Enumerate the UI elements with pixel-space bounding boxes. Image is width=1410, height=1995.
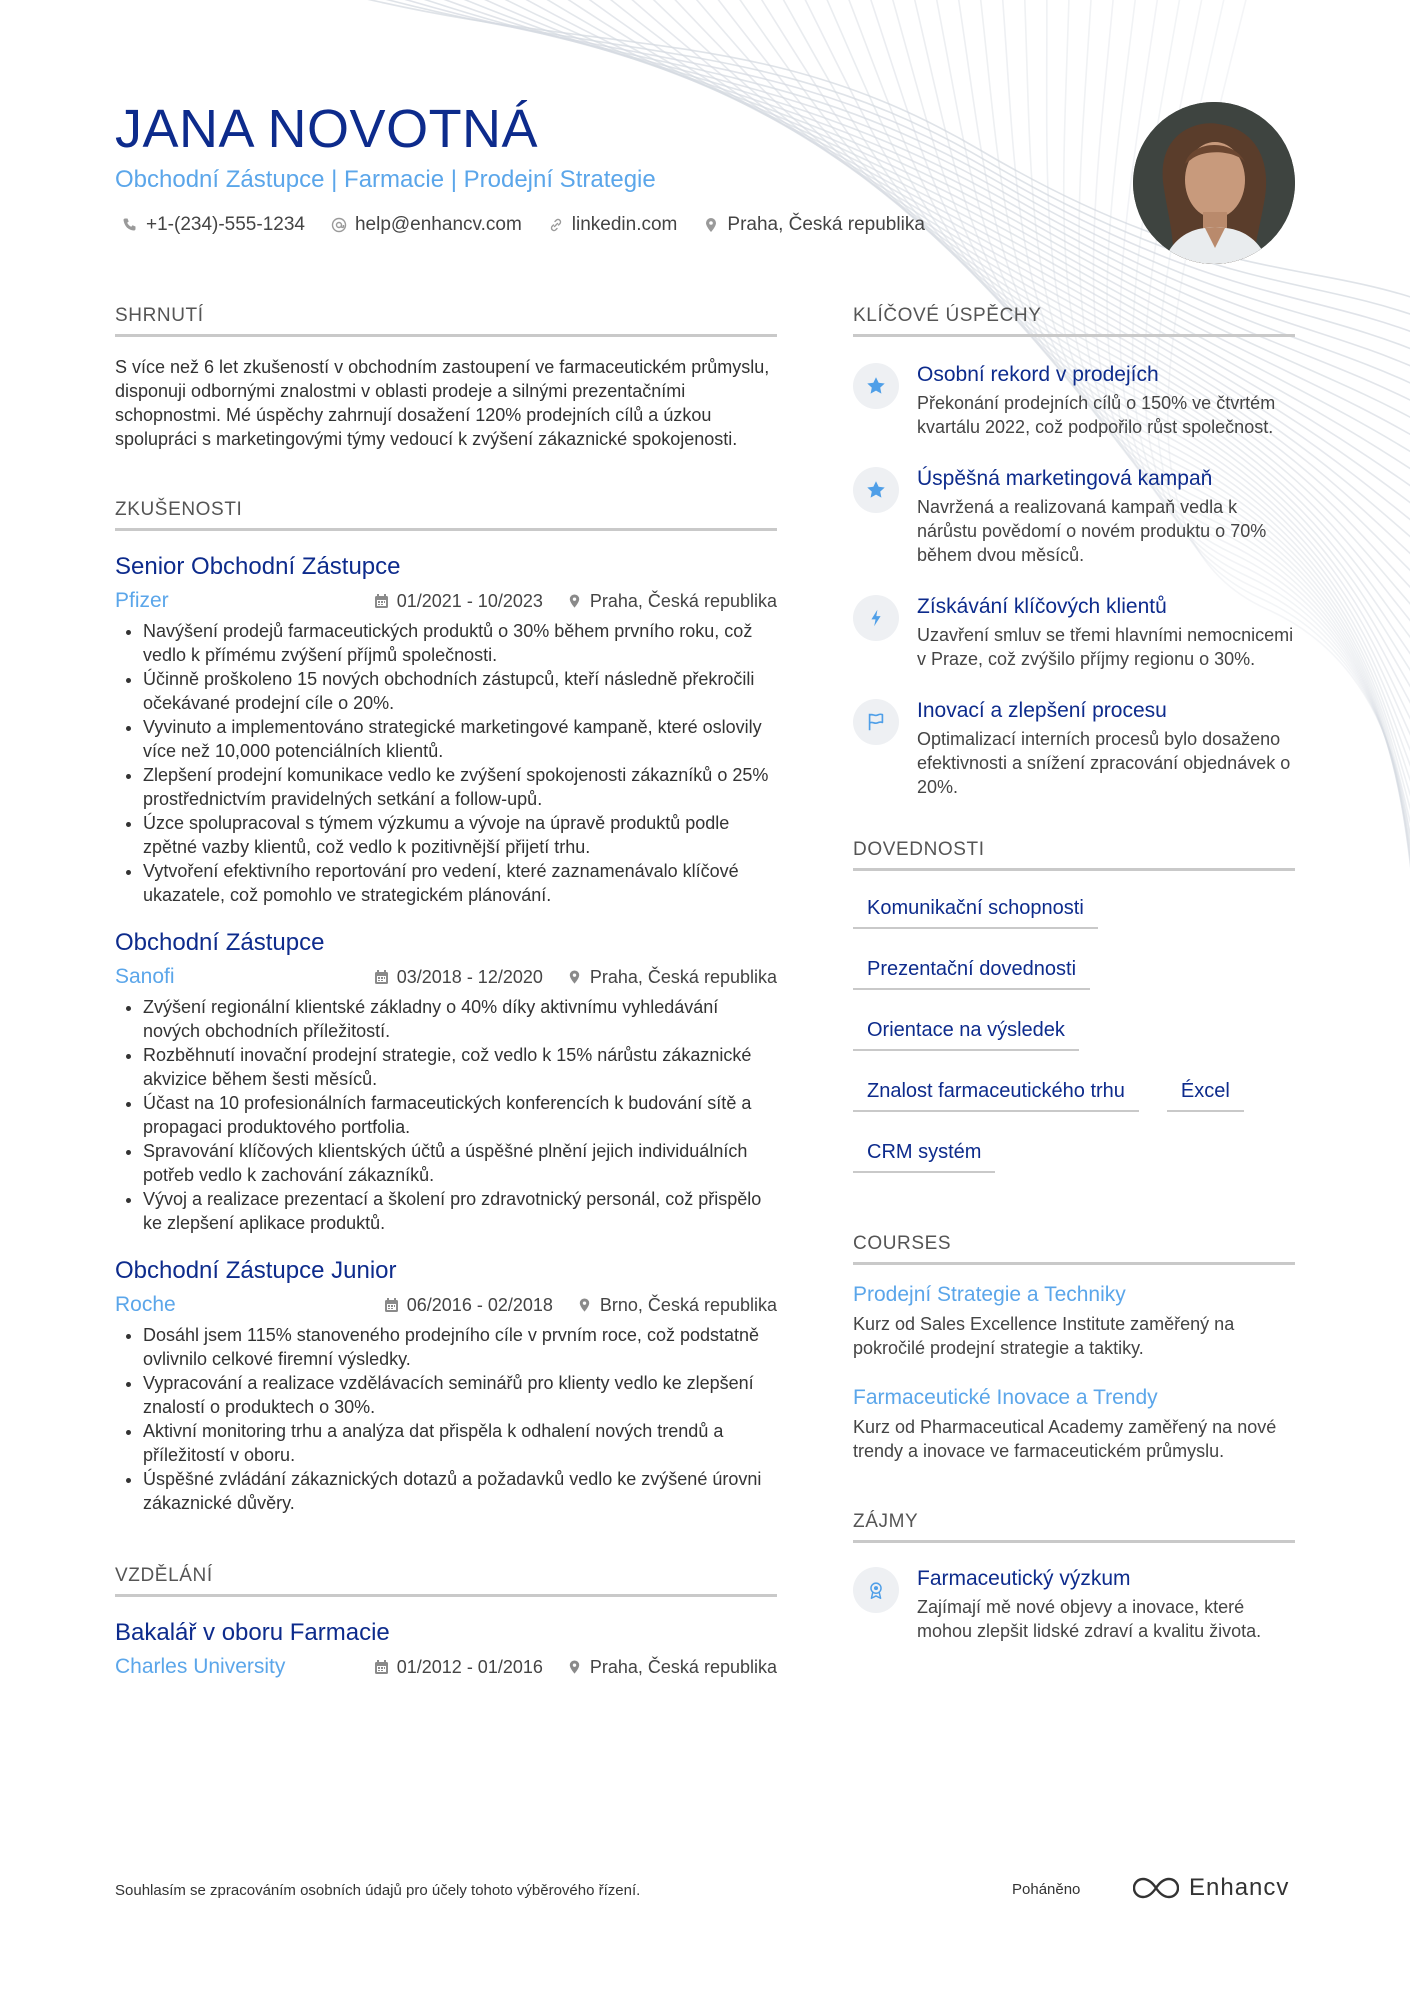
job-bullets bbox=[115, 995, 777, 1235]
job-bullet: • Zlepšení prodejní komunikace vedlo ke zvýšení spokojenosti zákazníků o 25% prostřednictvím pravidelných setkání a follow-upů. bbox=[143, 763, 777, 811]
job-bullet: • Navýšení prodejů farmaceutických produktů o 30% během prvního roku, což vedlo k přímému zvýšení příjmů společnosti. bbox=[143, 619, 777, 667]
contact-phone bbox=[122, 214, 305, 236]
enhancv-logo[interactable] bbox=[1133, 1874, 1289, 1902]
achievement-item bbox=[853, 595, 1295, 671]
skill-tag: CRM systém bbox=[853, 1133, 995, 1173]
skill-tag: Prezentační dovednosti bbox=[853, 950, 1090, 990]
job-bullet: • Úzce spolupracoval s týmem výzkumu a vývoje na úpravě produktů podle zpětné vazby klientů, což vedlo k pozitivnější přijetí trhu. bbox=[143, 811, 777, 859]
interest-item bbox=[853, 1567, 1295, 1643]
skill-tag: Éxcel bbox=[1167, 1072, 1244, 1112]
job-entry bbox=[115, 1257, 777, 1515]
section-title-achievements: KLÍČOVÉ ÚSPĚCHY bbox=[853, 305, 1295, 337]
job-bullet: • Aktivní monitoring trhu a analýza dat přispěla k odhalení nových trendů a příležitostí v oboru. bbox=[143, 1419, 777, 1467]
job-bullet: • Vyvinuto a implementováno strategické marketingové kampaně, které oslovily více než 10,000 potenciálních klientů. bbox=[143, 715, 777, 763]
job-entry bbox=[115, 929, 777, 1235]
section-title-experience: ZKUŠENOSTI bbox=[115, 499, 777, 531]
achievement-title: Inovací a zlepšení procesu bbox=[917, 699, 1167, 722]
course-title: Prodejní Strategie a Techniky bbox=[853, 1283, 1126, 1306]
infinity-logo-icon bbox=[1133, 1876, 1179, 1900]
achievement-desc: Navržená a realizovaná kampaň vedla k nárůstu povědomí o novém produktu o 70% během dvou měsíců. bbox=[917, 497, 1267, 565]
location-pin-icon bbox=[567, 1659, 582, 1675]
job-bullet: • Dosáhl jsem 115% stanoveného prodejního cíle v prvním roce, což podstatně ovlivnilo celkové firemní výsledky. bbox=[143, 1323, 777, 1371]
achievement-title: Osobní rekord v prodejích bbox=[917, 363, 1159, 386]
location-pin-icon bbox=[567, 969, 582, 985]
skills-list bbox=[853, 889, 1295, 1173]
job-title: Obchodní Zástupce Junior bbox=[115, 1257, 397, 1284]
location-pin-icon bbox=[703, 217, 719, 233]
phone-icon bbox=[122, 217, 138, 233]
achievement-title: Získávání klíčových klientů bbox=[917, 595, 1167, 618]
job-dates: 03/2018 - 12/2020 bbox=[396, 966, 543, 987]
contact-link bbox=[548, 214, 678, 236]
skill-tag: Komunikační schopnosti bbox=[853, 889, 1098, 929]
portrait-image bbox=[1133, 102, 1295, 264]
job-bullet: • Účinně proškoleno 15 nových obchodních zástupců, kteří následně překročili očekávané prodejní cíle o 20%. bbox=[143, 667, 777, 715]
course-item bbox=[853, 1386, 1295, 1463]
calendar-icon bbox=[374, 969, 389, 985]
star-icon bbox=[865, 375, 887, 397]
candidate-name: JANA NOVOTNÁ bbox=[115, 99, 539, 159]
award-icon bbox=[865, 1579, 887, 1601]
contact-location bbox=[703, 214, 925, 236]
section-title-education: VZDĚLÁNÍ bbox=[115, 1565, 777, 1597]
contact-email bbox=[331, 214, 522, 236]
job-dates: 01/2021 - 10/2023 bbox=[396, 590, 543, 611]
interest-desc: Zajímají mě nové objevy a inovace, které mohou zlepšit lidské zdraví a kvalitu života. bbox=[917, 1597, 1262, 1641]
contact-bar bbox=[122, 214, 925, 236]
profile-photo bbox=[1133, 102, 1295, 264]
consent-text: Souhlasím se zpracováním osobních údajů pro účely tohoto výběrového řízení. bbox=[115, 1882, 641, 1899]
skill-tag: Orientace na výsledek bbox=[853, 1011, 1079, 1051]
education-entry bbox=[115, 1619, 777, 1679]
achievement-item bbox=[853, 363, 1295, 439]
school-name: Charles University bbox=[115, 1655, 286, 1678]
calendar-icon bbox=[374, 593, 389, 609]
section-title-skills: DOVEDNOSTI bbox=[853, 839, 1295, 871]
section-title-interests: ZÁJMY bbox=[853, 1511, 1295, 1543]
brand-name: Enhancv bbox=[1189, 1874, 1290, 1901]
job-title: Obchodní Zástupce bbox=[115, 929, 325, 956]
phone-text[interactable]: +1-(234)-555-1234 bbox=[146, 214, 305, 235]
calendar-icon bbox=[384, 1297, 399, 1313]
email-text[interactable]: help@enhancv.com bbox=[354, 214, 522, 235]
achievement-desc: Uzavření smluv se třemi hlavními nemocnicemi v Praze, což zvýšilo příjmy regionu o 30%. bbox=[917, 625, 1294, 669]
achievement-item bbox=[853, 699, 1295, 799]
job-bullets bbox=[115, 619, 777, 907]
achievement-desc: Optimalizací interních procesů bylo dosaženo efektivnosti a snížení zpracování objednávek o 20%. bbox=[917, 729, 1291, 797]
job-title: Senior Obchodní Zástupce bbox=[115, 553, 401, 580]
skill-tag: Znalost farmaceutického trhu bbox=[853, 1072, 1139, 1112]
job-bullet: • Rozběhnutí inovační prodejní strategie, což vedlo k 15% nárůstu zákaznické akvizice během šesti měsíců. bbox=[143, 1043, 777, 1091]
company-name: Pfizer bbox=[115, 589, 169, 612]
lightning-icon bbox=[865, 607, 887, 629]
company-name: Roche bbox=[115, 1293, 176, 1316]
job-location: Praha, Česká republika bbox=[589, 966, 777, 987]
education-dates: 01/2012 - 01/2016 bbox=[396, 1656, 543, 1677]
location-pin-icon bbox=[567, 593, 582, 609]
job-location: Brno, Česká republika bbox=[599, 1294, 777, 1315]
achievement-item bbox=[853, 467, 1295, 567]
job-bullet: • Účast na 10 profesionálních farmaceutických konferencích k budování sítě a propagaci produktového portfolia. bbox=[143, 1091, 777, 1139]
star-icon bbox=[865, 479, 887, 501]
section-title-courses: COURSES bbox=[853, 1233, 1295, 1265]
course-desc: Kurz od Sales Excellence Institute zaměřený na pokročilé prodejní strategie a taktiky. bbox=[853, 1314, 1235, 1358]
course-desc: Kurz od Pharmaceutical Academy zaměřený na nové trendy a inovace ve farmaceutickém průmyslu. bbox=[853, 1417, 1277, 1461]
flag-icon bbox=[865, 711, 887, 733]
job-bullet: • Vývoj a realizace prezentací a školení pro zdravotnický personál, což přispělo ke zlepšení aplikace produktů. bbox=[143, 1187, 777, 1235]
link-text[interactable]: linkedin.com bbox=[571, 214, 678, 235]
job-bullets bbox=[115, 1323, 777, 1515]
company-name: Sanofi bbox=[115, 965, 175, 988]
left-column bbox=[115, 305, 777, 1679]
job-bullet: • Spravování klíčových klientských účtů a úspěšné plnění jejich individuálních potřeb vedlo k zachování zákazníků. bbox=[143, 1139, 777, 1187]
course-item bbox=[853, 1283, 1295, 1360]
degree-title: Bakalář v oboru Farmacie bbox=[115, 1619, 390, 1646]
calendar-icon bbox=[374, 1659, 389, 1675]
powered-by-label: Poháněno bbox=[1012, 1881, 1081, 1898]
summary-text: S více než 6 let zkušeností v obchodním zastoupení ve farmaceutickém průmyslu, disponuji odbornými znalostmi v oblasti prodeje a silnými prezentačními schopnostmi. Mé úspěchy zahrnují dosažení 120% prodejních cílů a úzkou spolupráci s marketingovými týmy vedoucí k zvýšení zákaznické spokojenosti. bbox=[115, 357, 770, 449]
job-bullet: • Vypracování a realizace vzdělávacích seminářů pro klienty vedlo ke zlepšení znalostí o produktech o 30%. bbox=[143, 1371, 777, 1419]
job-entry bbox=[115, 553, 777, 907]
interest-title: Farmaceutický výzkum bbox=[917, 1567, 1131, 1590]
achievement-title: Úspěšná marketingová kampaň bbox=[917, 467, 1213, 490]
job-bullet: • Vytvoření efektivního reportování pro vedení, které zaznamenávalo klíčové ukazatele, což pomohlo ve strategickém plánování. bbox=[143, 859, 777, 907]
education-location: Praha, Česká republika bbox=[589, 1656, 777, 1677]
link-icon bbox=[548, 217, 564, 233]
job-dates: 06/2016 - 02/2018 bbox=[406, 1294, 553, 1315]
location-text: Praha, Česká republika bbox=[727, 214, 925, 235]
headline: Obchodní Zástupce | Farmacie | Prodejní Strategie bbox=[115, 166, 656, 193]
job-bullet: • Zvýšení regionální klientské základny o 40% díky aktivnímu vyhledávání nových obchodních příležitostí. bbox=[143, 995, 777, 1043]
job-location: Praha, Česká republika bbox=[589, 590, 777, 611]
section-title-summary: SHRNUTÍ bbox=[115, 305, 777, 337]
location-pin-icon bbox=[577, 1297, 592, 1313]
right-column bbox=[853, 305, 1295, 1643]
achievement-desc: Překonání prodejních cílů o 150% ve čtvrtém kvartálu 2022, což podpořilo růst společnost. bbox=[917, 393, 1276, 437]
job-bullet: • Úspěšné zvládání zákaznických dotazů a požadavků vedlo ke zvýšené úrovni zákaznické důvěry. bbox=[143, 1467, 777, 1515]
at-icon bbox=[331, 217, 347, 233]
course-title: Farmaceutické Inovace a Trendy bbox=[853, 1386, 1158, 1409]
